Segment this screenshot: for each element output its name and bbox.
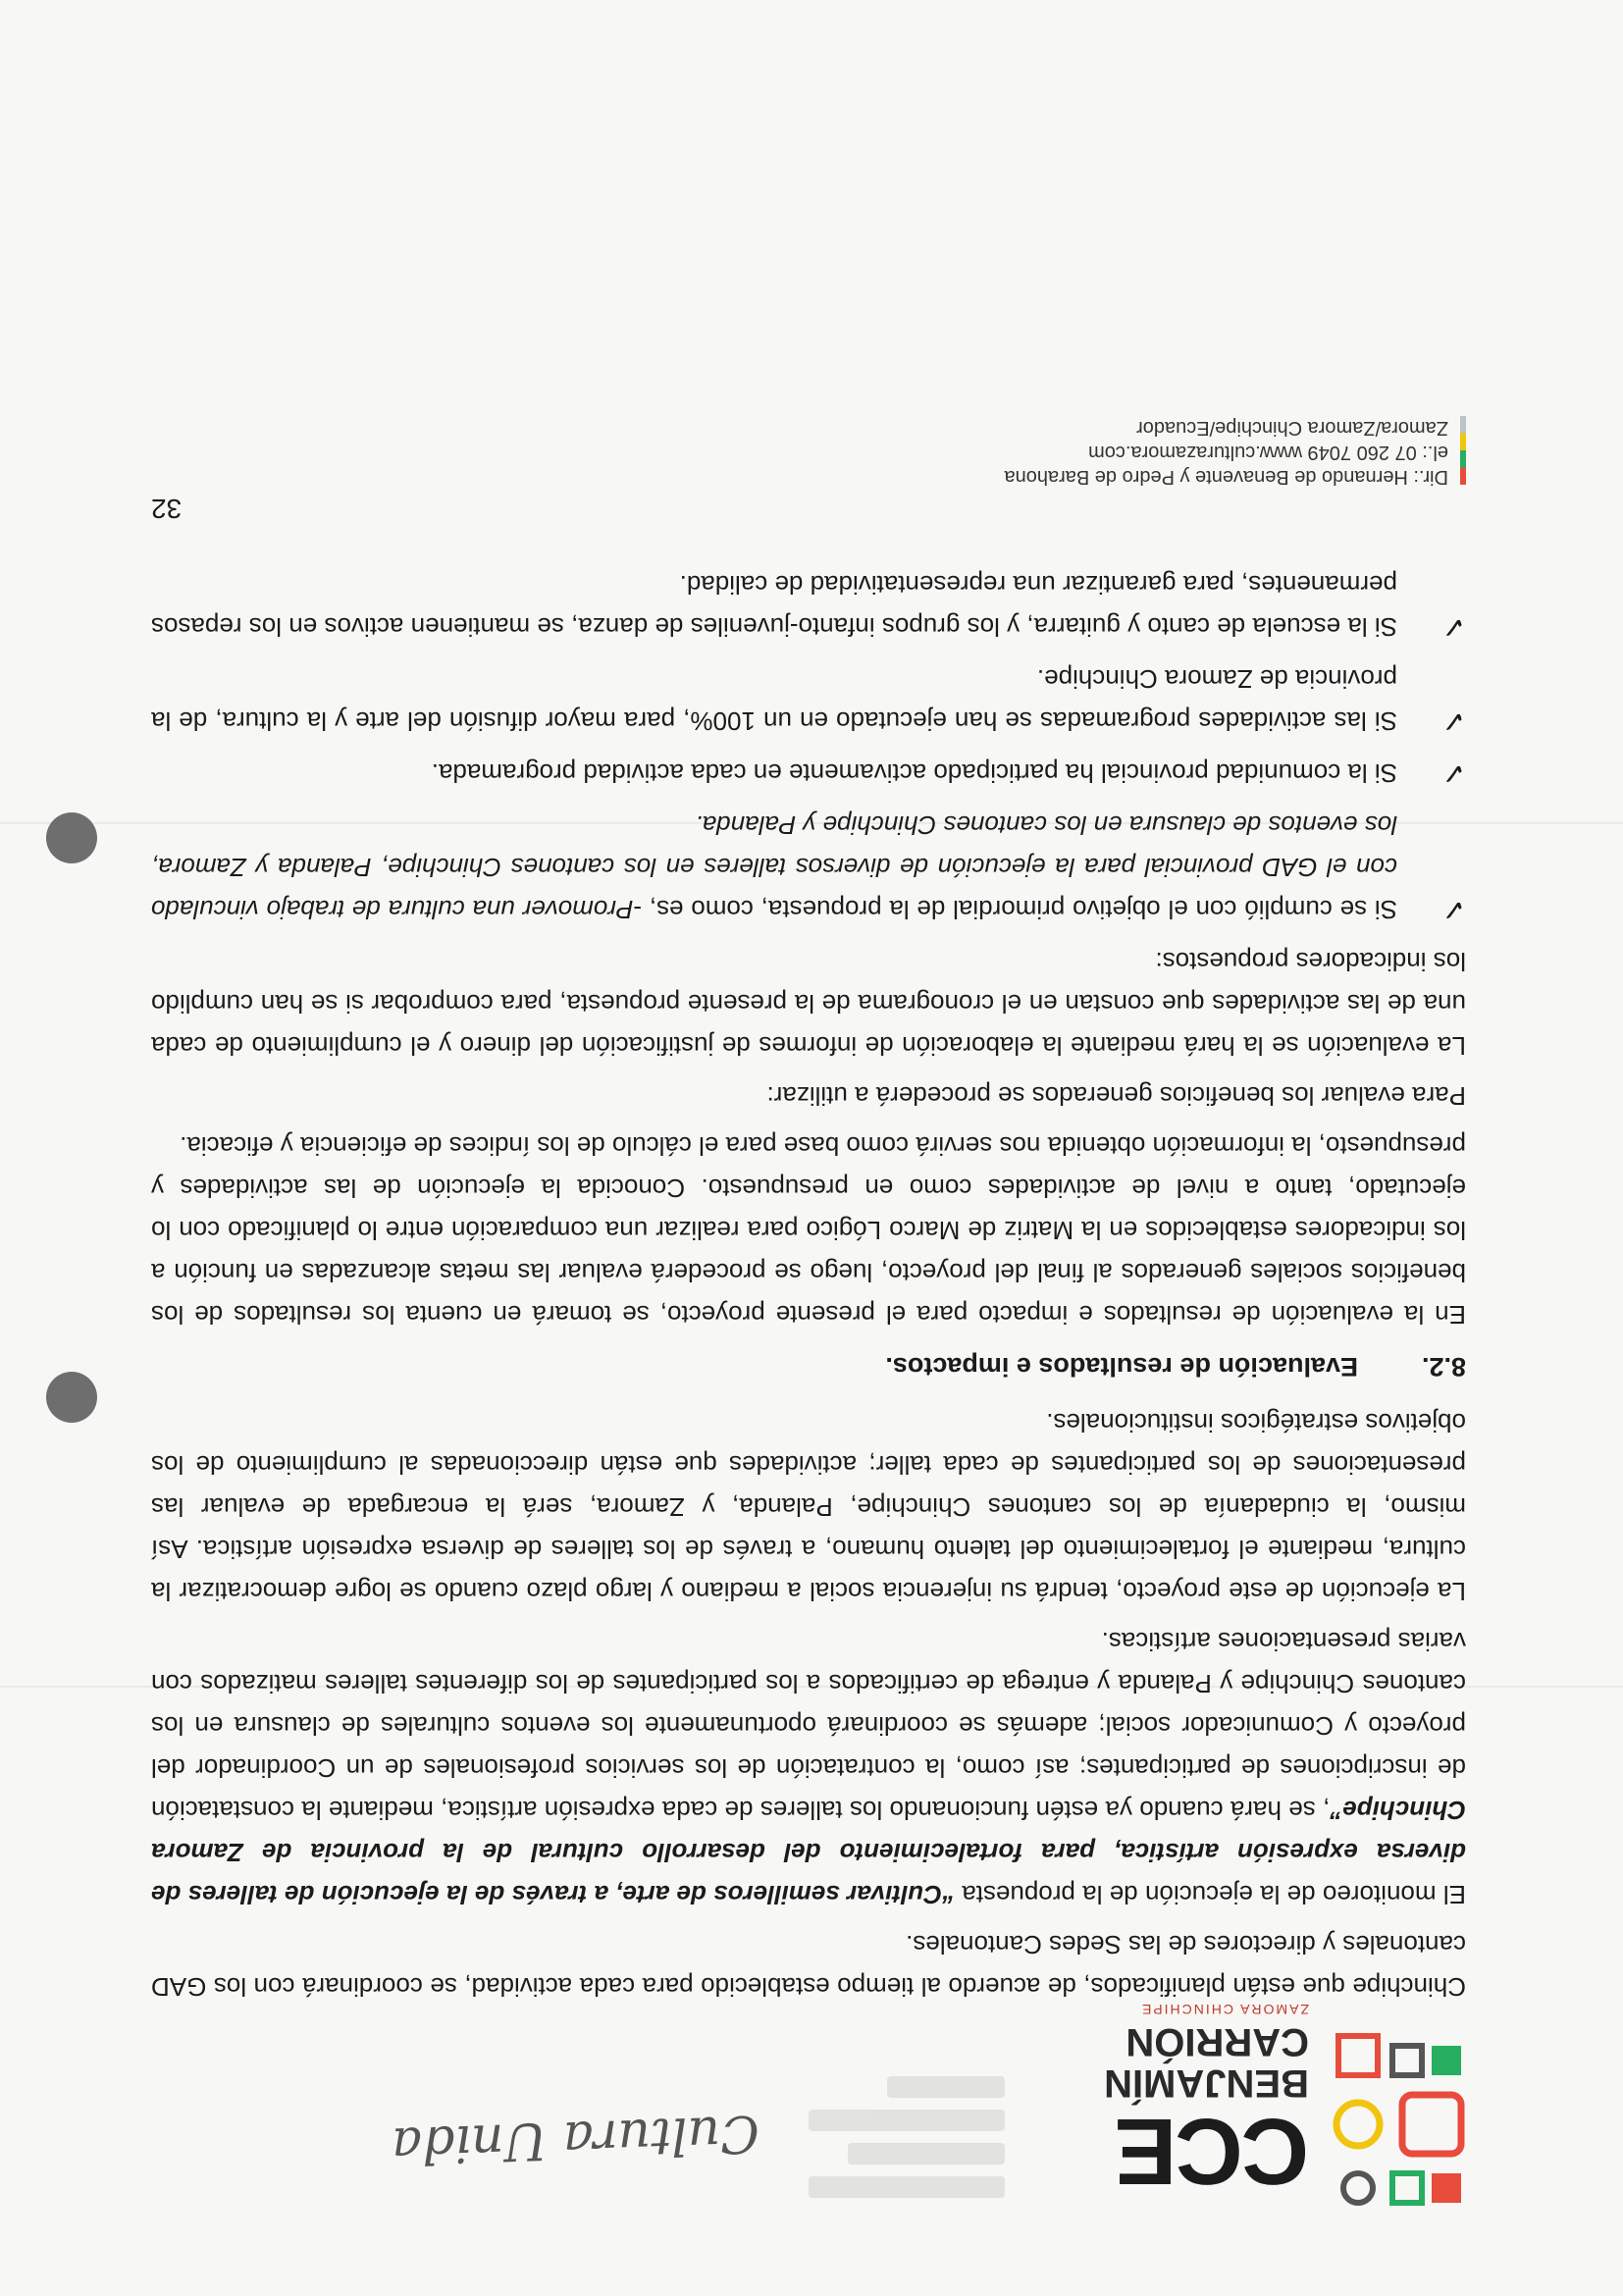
- section-title: Evaluación de resultados e impactos.: [885, 1352, 1358, 1382]
- logo-name-line1: BENJAMÍN: [1104, 2061, 1309, 2105]
- logo-acronym: CCE: [1116, 2099, 1309, 2204]
- punch-hole: [46, 812, 97, 863]
- footer-phone-web: el.: 07 260 7049 www.culturazamora.com: [1088, 442, 1448, 463]
- paragraph-evaluation: En la evaluación de resultados e impacto para el presente proyecto, se tomará en cuenta los resultados de los beneficios sociales generados al final del proyecto, luego se procederá evaluar las metas alcanzadas en función a los indicadores establecidos en la Matriz de Marco Lógico para realizar una comparación entre lo planificado con lo ejecutado, tanto a nivel de actividades como en presupuesto. Conocida la ejecución de las actividades y presupuesto, la información obtenida nos servirá como base para el cálculo de los índices de eficiencia y eficacia.: [151, 1131, 1466, 1330]
- checkmark-icon: ✓: [1440, 893, 1466, 925]
- section-heading: [151, 1345, 1466, 1387]
- indicator-checklist: [151, 563, 1466, 930]
- paragraph-execution: La ejecución de este proyecto, tendrá su injerencia social a mediano y largo plazo cuando se logre democratizar la cultura, mediante el fortalecimiento del talento humano, a través de los talleres de diversa expresión artística. Así mismo, la ciudadanía de los cantones Chinchipe, Palanda, y Zamora, será la encargada de evaluar las presentaciones de los participantes de cada taller; actividades que están direccionadas al cumplimiento de los objetivos estratégicos institucionales.: [151, 1408, 1466, 1606]
- page-number: 32: [151, 494, 183, 524]
- paragraph-method: La evaluación se la hará mediante la elaboración de informes de justificación del dinero y el cumplimiento de cada una de las actividades que constan en el cronograma de la presente propuesta, para comprobar si se han cumplido los indicadores propuestos:: [151, 947, 1466, 1061]
- body-text: [151, 563, 1466, 2008]
- faded-bleedthrough-logo: [789, 2031, 1005, 2198]
- handwritten-signature: Cultura Unida: [391, 2103, 760, 2175]
- page-content: [151, 387, 1466, 2227]
- checklist-item: ✓ Si se cumplió con el objetivo primordial de la propuesta, como es, -Promover una cultura de trabajo vinculado con el GAD provincial para la ejecución de diversos talleres en los cantones Chinchipe, Palanda y Zamora, los eventos de clausura en los cantones Chinchipe y Palanda.: [151, 804, 1466, 930]
- checklist-item: ✓ Si la comunidad provincial ha participado activamente en cada actividad programada.: [151, 752, 1466, 794]
- logo-name-line2: CARRIÓN: [1126, 2020, 1309, 2063]
- paragraph-monitoring: El monitoreo de la ejecución de la propuesta “Cultivar semilleros de arte, a través de la ejecución de talleres de diversa expresión artística, para fortalecimiento del desarrollo cultural de la provincia de Zamora Chinchipe”, se hará cuando ya estén funcionando los talleres de cada expresión artística, mediante la constatación de inscripciones de participantes; así como, la contratación de los servicios profesionales de un Coordinador del proyecto y Comunicador social; además se coordinará oportunamente los eventos culturales de clausura en los cantones Chinchipe y Palanda y entrega de certificados a los participantes de los diferentes talleres matizados con varias presentaciones artísticas.: [151, 1627, 1466, 1909]
- cce-brand: [1104, 2002, 1309, 2204]
- checkmark-icon: ✓: [1440, 610, 1466, 643]
- checkmark-icon: ✓: [1440, 704, 1466, 737]
- checklist-item: ✓ Si las actividades programadas se han ejecutado en un 100%, para mayor difusión del arte y la cultura, de la provincia de Zamora Chinchipe.: [151, 657, 1466, 742]
- paragraph-intro: Chinchipe que están planificados, de acuerdo al tiempo establecido para cada actividad, se coordinará con los GAD cantonales y directores de las Sedes Cantonales.: [151, 1930, 1466, 2002]
- section-number: 8.2.: [1421, 1352, 1466, 1382]
- logo-subtitle: ZAMORA CHINCHIPE: [1139, 2002, 1309, 2017]
- checklist-item: ✓ Si la escuela de canto y guitarra, y los grupos infanto-juveniles de danza, se mantienen activos en los repasos permanentes, para garantizar una representatividad de calidad.: [151, 563, 1466, 648]
- page-header: [151, 2002, 1466, 2227]
- checkmark-icon: ✓: [1440, 757, 1466, 789]
- footer-address: Dir.: Hernando de Benavente y Pedro de Barahona: [1004, 466, 1448, 488]
- cce-motif-icon: [1319, 2011, 1466, 2208]
- footer-contact: [1004, 415, 1448, 489]
- paragraph-benefits: Para evaluar los beneficios generados se procederá a utilizar:: [766, 1081, 1466, 1111]
- footer-location: Zamora/Zamora Chinchipe/Ecuador: [1136, 417, 1448, 439]
- project-title: “Cultivar semilleros de arte, a través de la ejecución de talleres de diversa expresión artística, para fortalecimiento del desarrollo cultural de la provincia de Zamora Chinchipe”: [151, 1796, 1466, 1909]
- punch-hole: [46, 1372, 97, 1423]
- footer-color-bar: [1460, 416, 1466, 485]
- page-footer: [151, 387, 1466, 524]
- cce-logo: [1044, 2002, 1466, 2208]
